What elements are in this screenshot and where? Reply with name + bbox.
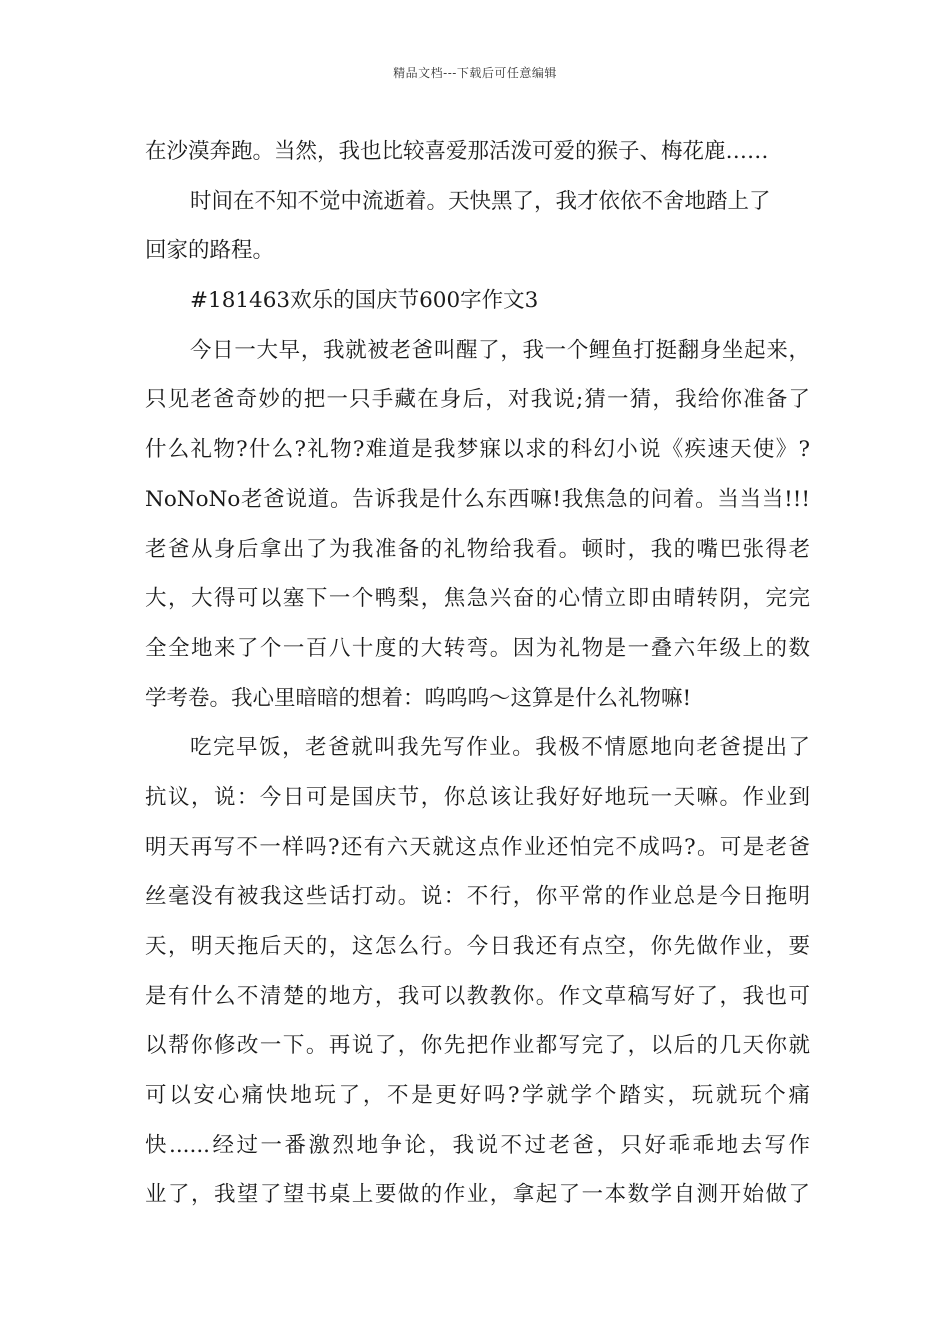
text-line: 什么礼物?什么?礼物?难道是我梦寐以求的科幻小说《疾速天使》? — [145, 437, 810, 463]
paragraph-start-line: 今日一大早，我就被老爸叫醒了，我一个鲤鱼打挺翻身坐起来， — [190, 337, 810, 363]
text-line: 以帮你修改一下。再说了，你先把作业都写完了，以后的几天你就 — [145, 1033, 810, 1059]
text-line: 抗议，说：今日可是国庆节，你总该让我好好地玩一天嘛。作业到 — [145, 784, 810, 810]
paragraph-start-line: 时间在不知不觉中流逝着。天快黑了，我才依依不舍地踏上了 — [190, 188, 771, 214]
document-body — [145, 127, 810, 1220]
text-line: 老爸从身后拿出了为我准备的礼物给我看。顿时，我的嘴巴张得老 — [145, 536, 810, 562]
text-line: 全全地来了个一百八十度的大转弯。因为礼物是一叠六年级上的数 — [145, 635, 810, 661]
text-line: 天，明天拖后天的，这怎么行。今日我还有点空，你先做作业，要 — [145, 934, 810, 959]
text-line: 快......经过一番激烈地争论，我说不过老爸，只好乖乖地去写作 — [145, 1132, 810, 1158]
text-line: 学考卷。我心里暗暗的想着：呜呜呜～这算是什么礼物嘛! — [145, 685, 692, 711]
section-title: #181463欢乐的国庆节600字作文3 — [190, 288, 539, 314]
paragraph-start-line: 吃完早饭，老爸就叫我先写作业。我极不情愿地向老爸提出了 — [190, 735, 810, 761]
page-header: 精品文档---下载后可任意编辑 — [393, 66, 557, 80]
text-line: 大，大得可以塞下一个鸭梨，焦急兴奋的心情立即由晴转阴，完完 — [145, 586, 810, 612]
text-line: 回家的路程。 — [145, 238, 275, 264]
text-line: 只见老爸奇妙的把一只手藏在身后，对我说;猜一猜，我给你准备了 — [145, 387, 810, 413]
text-line: 可以安心痛快地玩了，不是更好吗?学就学个踏实，玩就玩个痛 — [145, 1083, 810, 1109]
text-line: 丝毫没有被我这些话打动。说：不行，你平常的作业总是今日拖明 — [145, 884, 810, 910]
text-line: 在沙漠奔跑。当然，我也比较喜爱那活泼可爱的猴子、梅花鹿…… — [145, 139, 769, 164]
text-line: 业了，我望了望书桌上要做的作业，拿起了一本数学自测开始做了 — [145, 1182, 810, 1208]
text-line: 是有什么不清楚的地方，我可以教教你。作文草稿写好了，我也可 — [145, 983, 810, 1009]
text-line: NoNoNo老爸说道。告诉我是什么东西嘛!我焦急的问着。当当当!!! — [145, 486, 810, 512]
text-line: 明天再写不一样吗?还有六天就这点作业还怕完不成吗?。可是老爸 — [145, 834, 810, 860]
